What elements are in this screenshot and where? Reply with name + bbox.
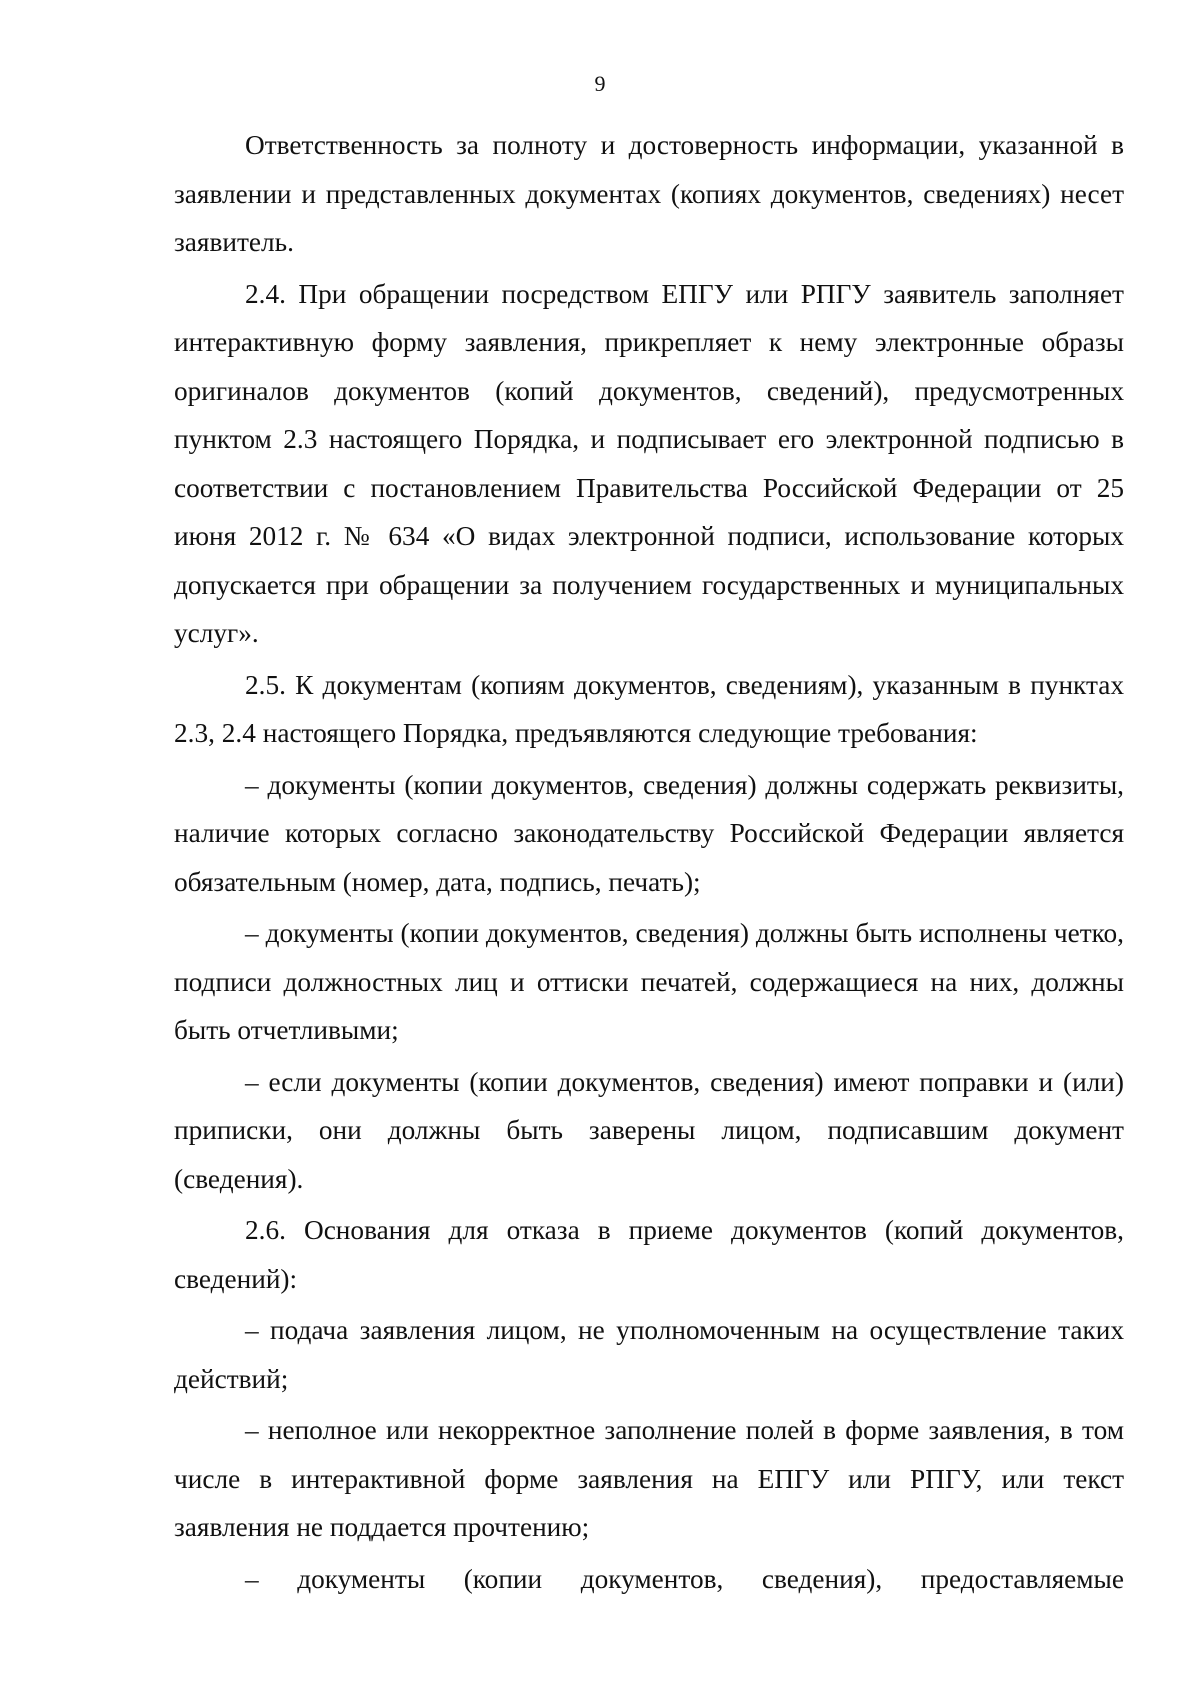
paragraph-2-6: 2.6. Основания для отказа в приеме документов (копий документов, сведений): <box>174 1215 1124 1294</box>
list-item-unauthorized: – подача заявления лицом, не уполномоченным на осуществление таких действий; <box>174 1315 1124 1394</box>
paragraph-responsibility: Ответственность за полноту и достоверность информации, указанной в заявлении и представленных документах (копиях документов, сведениях) несет заявитель. <box>174 130 1124 257</box>
page-number: 9 <box>594 71 606 96</box>
paragraph-2-4: 2.4. При обращении посредством ЕПГУ или РПГУ заявитель заполняет интерактивную форму заявления, прикрепляет к нему электронные образы оригиналов документов (копий документов, сведений), предусмотренных пунктом 2.3 настоящего Порядка, и подписывает его электронной подписью в соответствии с постановлением Правительства Российской Федерации от 25 июня 2012 г. № 634 «О видах электронной подписи, использование которых допускается при обращении за получением государственных и муниципальных услуг». <box>174 278 1124 648</box>
list-item-corrections: – если документы (копии документов, сведения) имеют поправки и (или) приписки, они должны быть заверены лицом, подписавшим документ (сведения). <box>174 1066 1124 1194</box>
document-body <box>174 121 1124 1606</box>
list-item-documents-continued: – документы (копии документов, сведения), предоставляемые <box>245 1563 1124 1594</box>
paragraph-2-5: 2.5. К документам (копиям документов, сведениям), указанным в пунктах 2.3, 2.4 настоящего Порядка, предъявляются следующие требования: <box>174 669 1124 748</box>
list-item-clarity: – документы (копии документов, сведения) должны быть исполнены четко, подписи должностных лиц и оттиски печатей, содержащиеся на них, должны быть отчетливыми; <box>174 918 1124 1045</box>
list-item-requisites: – документы (копии документов, сведения) должны содержать реквизиты, наличие которых согласно законодательству Российской Федерации является обязательным (номер, дата, подпись, печать); <box>174 769 1124 897</box>
list-item-incomplete-form: – неполное или некорректное заполнение полей в форме заявления, в том числе в интерактивной форме заявления на ЕПГУ или РПГУ, или текст заявления не поддается прочтению; <box>174 1415 1124 1542</box>
